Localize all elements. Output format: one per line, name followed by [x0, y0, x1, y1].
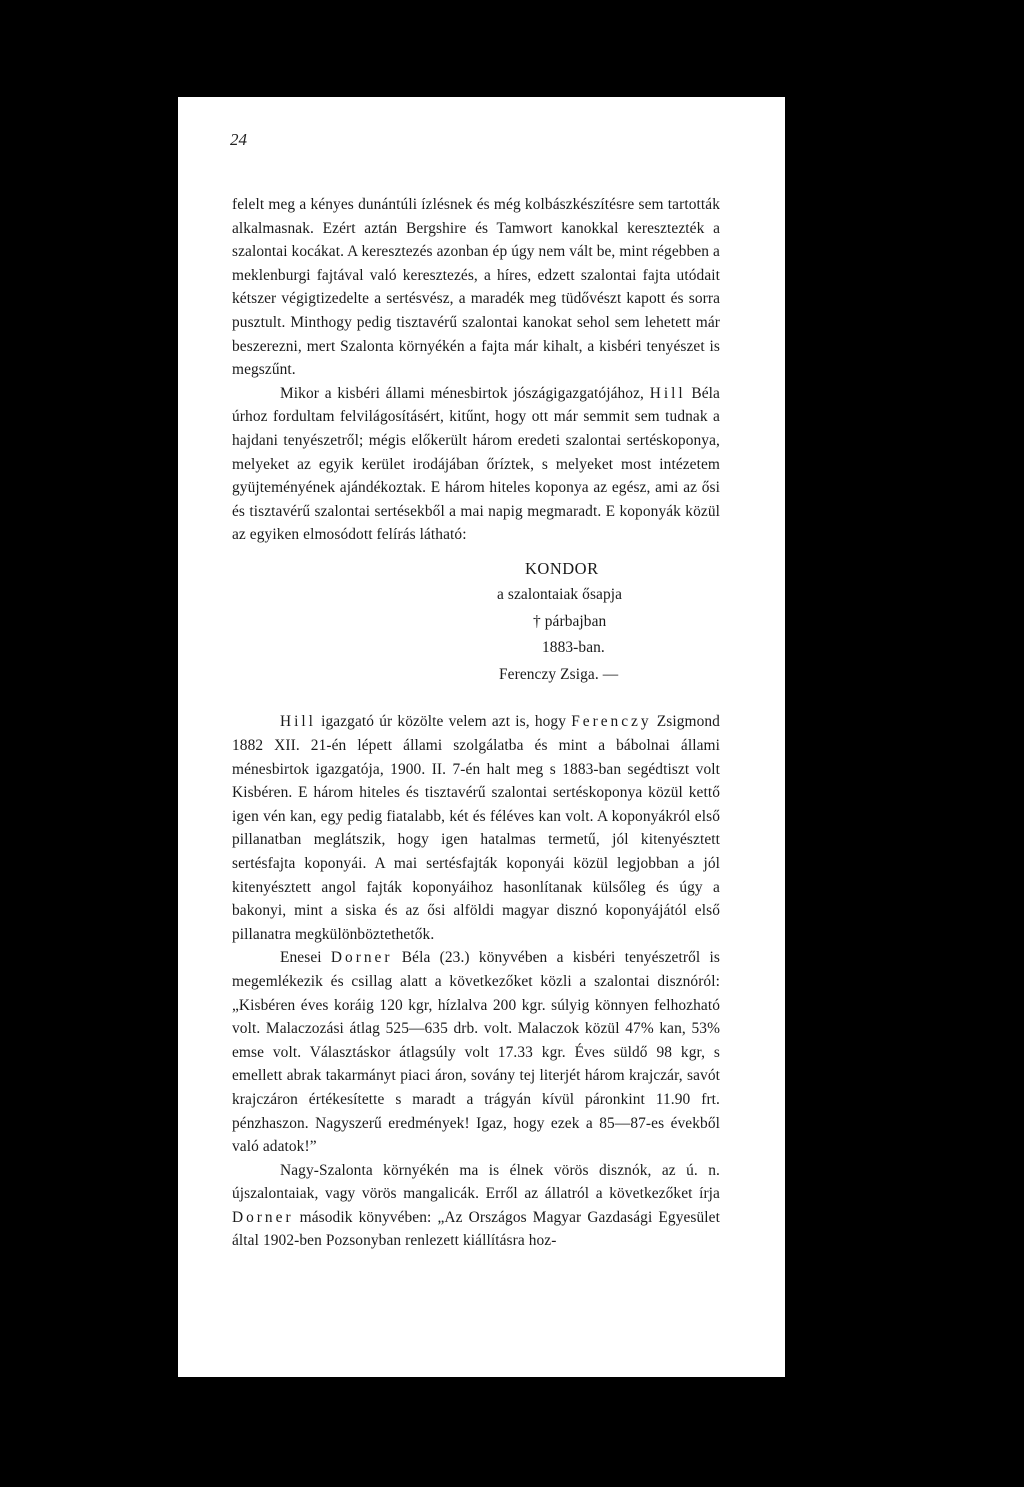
inscription-line-3: † párbajban — [533, 612, 607, 630]
paragraph-3-rest: Zsigmond 1882 XII. 21-én lépett állami szolgálatba és mint a bábolnai állami ménesbirtok igazgatója, 1900. II. 7-én halt meg s 1883-ban segédtiszt volt Kisbéren. E három hiteles és tisztavérű szalontai sertéskoponya közül kettő igen vén kan, egy pedig fiatalabb, két és féléves kan volt. A koponyákról első pillanatban meglátszik, hogy igen hatalmas termetű, jól kitenyésztett sertésfajta koponyái. A mai sertésfajták koponyái közül legjobban a jól kitenyésztett angol fajták koponyáihoz hasonlítanak külsőleg és úgy a bakonyi, mint a siska és az ősi alföldi magyar disznó koponyájától első pillanatra megkülönböztethetők. — [232, 713, 720, 943]
paragraph-5-start: Nagy-Szalonta környékén ma is élnek vörös disznók, az ú. n. újszalontaiak, vagy vörös mangalicák. Erről az állatról a következőket írja — [232, 1161, 720, 1203]
paragraph-3 — [232, 710, 720, 946]
page-number: 24 — [230, 130, 247, 149]
inscription-title: KONDOR — [525, 558, 599, 578]
paragraph-5-rest: második könyvében: „Az Országos Magyar Gazdasági Egyesület által 1902-ben Pozsonyban renlezett kiállításra hoz- — [232, 1208, 720, 1250]
paragraph-5 — [232, 1159, 720, 1253]
body-text — [232, 193, 720, 1253]
paragraph-4-start: Enesei — [280, 949, 331, 967]
paragraph-4-rest: Béla (23.) könyvében a kisbéri tenyészetről is megemlékezik és csillag alatt a következőket közli a szalontai disznóról: „Kisbéren éves koráig 120 kgr, hízlalva 200 kgr. súlyig könnyen felhozható volt. Malaczozási átlag 525—635 drb. volt. Malaczok közül 47% kan, 53% emse volt. Választáskor átlagsúly volt 17.33 kgr. Éves süldő 98 kgr, s emellett abrak takarmányt piaci áron, sovány tej literjét három krajczár, savót krajczáron értékesítette s maradt a trágyán kívül páronkint 11.90 frt. pénzhaszon. Nagyszerű eredmények! Igaz, hogy ezek a 85—87-es évekből való adatok!” — [232, 949, 720, 1156]
paragraph-2-rest: Béla úrhoz fordultam felvilágosításért, kitűnt, hogy ott már semmit sem tudnak a hajdani tenyészetről; mégis előkerült három eredeti szalontai sertéskoponya, melyeket az egyik kerület irodájában őríztek, s melyeket most intézetem gyüjteményének ajándékoztak. E három hiteles koponya az egész, ami az ősi és tisztavérű szalontai sertésekből a mai napig megmaradt. E koponyák közül az egyiken elmosódott felírás látható: — [232, 384, 720, 544]
paragraph-3-mid: igazgató úr közölte velem azt is, hogy — [315, 713, 572, 731]
paragraph-1: felelt meg a kényes dunántúli ízlésnek és még kolbászkészítésre sem tartották alkalmasnak. Ezért aztán Bergshire és Tamwort kanokkal keresztezték a szalontai kocákat. A keresztezés azonban ép úgy nem vált be, mint régebben a meklenburgi fajtával való keresztezés, a híres, edzett szalontai fajta utódait kétszer végigtizedelte a sertésvész, a maradék meg tüdővészt kapott és sorra pusztult. Minthogy pedig tisztavérű szalontai kanokat sehol sem lehetett már beszerezni, mert Szalonta környékén a fajta már kihalt, a kisbéri tenyészet is megszűnt. — [232, 196, 720, 379]
paragraph-2-start: Mikor a kisbéri állami ménesbirtok jószágigazgatójához, — [280, 384, 650, 402]
inscription-line-5: Ferenczy Zsiga. — — [499, 665, 619, 683]
spaced-name-dorner-2: Dorner — [232, 1208, 294, 1226]
inscription-line-2: a szalontaiak ősapja — [497, 586, 623, 604]
spaced-name-ferenczy: Ferenczy — [571, 713, 652, 731]
inscription-line-4: 1883-ban. — [542, 639, 605, 657]
spaced-name-dorner: Dorner — [330, 949, 393, 967]
paragraph-4 — [232, 946, 720, 1158]
spaced-name-hill: Hill — [649, 384, 686, 402]
paragraph-2 — [232, 382, 720, 547]
spaced-name-hill-2: Hill — [280, 713, 316, 731]
skull-inscription — [232, 556, 720, 689]
